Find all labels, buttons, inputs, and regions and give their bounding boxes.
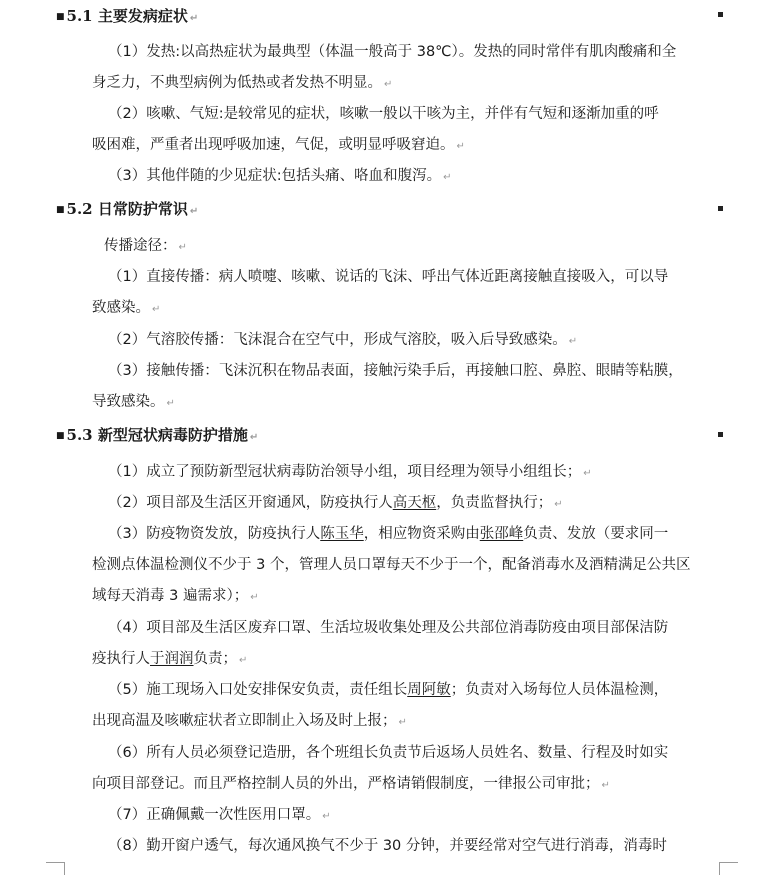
- section-heading-5-1: [56, 6, 198, 29]
- text-line: （6）所有人员必须登记造册，各个班组长负责节后返场人员姓名、数量、行程及时如实: [108, 745, 669, 761]
- text-line: （3）防疫物资发放，防疫执行人陈玉华，相应物资采购由张邵峰负责、发放（要求同一: [108, 526, 669, 542]
- person-name: 周阿敏: [407, 682, 451, 698]
- heading-bullet: ■: [56, 12, 65, 22]
- section-heading-5-2: ■ 5.2 日常防护常识 ↵: [56, 200, 199, 218]
- page-corner-mark: [719, 862, 738, 875]
- text-line: 传播途径： ↵: [104, 238, 187, 254]
- text-line: （2）咳嗽、气短:是较常见的症状，咳嗽一般以干咳为主，并伴有气短和逐渐加重的呼: [108, 106, 659, 122]
- text-line: 致感染。 ↵: [92, 300, 161, 316]
- text-line: （3）接触传播：飞沫沉积在物品表面，接触污染手后，再接触口腔、鼻腔、眼睛等粘膜，: [108, 363, 683, 379]
- text-line: （7）正确佩戴一次性医用口罩。 ↵: [108, 807, 331, 823]
- text-line: 域每天消毒 3 遍需求）； ↵: [92, 588, 259, 604]
- person-name: 高天枢: [392, 495, 437, 511]
- text-line: 身乏力，不典型病例为低热或者发热不明显。 ↵: [92, 75, 393, 91]
- text-line: 出现高温及咳嗽症状者立即制止入场及时上报； ↵: [92, 713, 407, 729]
- person-name: 陈玉华: [320, 526, 364, 542]
- text-line: （5）施工现场入口处安排保安负责，责任组长周阿敏；负责对入场每位人员体温检测，: [108, 682, 669, 698]
- page-corner-mark: [46, 862, 65, 875]
- person-name: 张邵峰: [479, 526, 524, 542]
- text-line: （1）成立了预防新型冠状病毒防治领导小组，项目经理为领导小组组长； ↵: [108, 464, 592, 480]
- text-line: 吸困难，严重者出现呼吸加速，气促，或明显呼吸窘迫。 ↵: [92, 137, 465, 153]
- text-line: （4）项目部及生活区废弃口罩、生活垃圾收集处理及公共部位消毒防疫由项目部保洁防: [108, 620, 669, 636]
- heading-mark-right: [718, 206, 723, 211]
- section-heading-5-3: ■ 5.3 新型冠状病毒防护措施 ↵: [56, 426, 259, 444]
- text-line: （2）气溶胶传播：飞沫混合在空气中，形成气溶胶，吸入后导致感染。 ↵: [108, 332, 578, 348]
- paragraph-mark: ↵: [189, 13, 199, 24]
- text-line: （3）其他伴随的少见症状:包括头痛、咯血和腹泻。 ↵: [108, 168, 452, 184]
- section-number: 5.1: [66, 7, 93, 25]
- text-line: （2）项目部及生活区开窗通风，防疫执行人高天枢，负责监督执行； ↵: [108, 495, 563, 511]
- text-line: （1）直接传播：病人喷嚏、咳嗽、说话的飞沫、呼出气体近距离接触直接吸入，可以导: [108, 269, 669, 285]
- text-line: （1）发热:以高热症状为最典型（体温一般高于 38℃）。发热的同时常伴有肌肉酸痛和全: [108, 44, 677, 60]
- text-line: 疫执行人于润润负责； ↵: [92, 651, 248, 667]
- text-line: 导致感染。 ↵: [92, 394, 175, 410]
- heading-mark-right: [718, 12, 723, 17]
- section-title: 日常防护常识: [97, 200, 188, 218]
- person-name: 于润润: [150, 651, 194, 667]
- section-title: 主要发病症状: [97, 7, 188, 25]
- section-title: 新型冠状病毒防护措施: [97, 426, 248, 444]
- text-line: （8）勤开窗户透气，每次通风换气不少于 30 分钟，并要经常对空气进行消毒，消毒时: [108, 838, 667, 854]
- text-line: 向项目部登记。而且严格控制人员的外出，严格请销假制度，一律报公司审批； ↵: [92, 776, 610, 792]
- heading-mark-right: [718, 432, 723, 437]
- text-line: 检测点体温检测仪不少于 3 个，管理人员口罩每天不少于一个，配备消毒水及酒精满足公共区: [92, 557, 691, 573]
